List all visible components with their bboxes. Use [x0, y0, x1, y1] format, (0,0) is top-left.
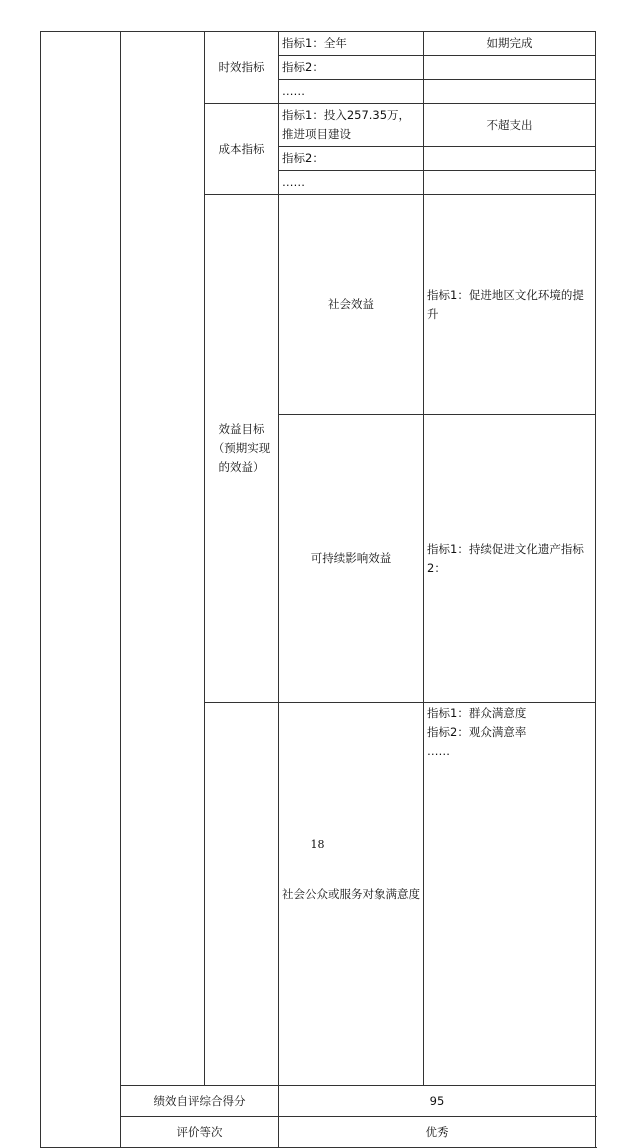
blank-cell — [424, 56, 596, 80]
sustainable-benefit-indicator: 指标1：持续促进文化遗产指标2： — [424, 415, 596, 703]
cost-value-1: 不超支出 — [424, 104, 596, 147]
cost-indicator-1: 指标1：投入257.35万，推进项目建设 — [279, 104, 424, 147]
blank-cell — [205, 703, 279, 1086]
social-benefit-category: 社会效益 — [279, 195, 424, 415]
grade-value: 优秀 — [279, 1117, 596, 1148]
cost-ellipsis: …… — [279, 171, 424, 195]
blank-cell — [424, 80, 596, 104]
satisfaction-indicator-1: 指标1：群众满意度 — [427, 706, 527, 720]
table-row — [41, 1086, 596, 1117]
timeliness-ellipsis: …… — [279, 80, 424, 104]
grade-label: 评价等次 — [121, 1117, 279, 1148]
blank-cell — [41, 32, 121, 1148]
table-row — [41, 32, 596, 56]
cost-category: 成本指标 — [205, 104, 279, 195]
table-row — [41, 1117, 596, 1148]
blank-cell — [424, 147, 596, 171]
satisfaction-ellipsis: …… — [427, 744, 450, 758]
cost-indicator-2: 指标2： — [279, 147, 424, 171]
performance-table — [40, 31, 596, 1148]
social-benefit-indicator: 指标1：促进地区文化环境的提升 — [424, 195, 596, 415]
timeliness-indicator-2: 指标2： — [279, 56, 424, 80]
score-label: 绩效自评综合得分 — [121, 1086, 279, 1117]
score-value: 95 — [279, 1086, 596, 1117]
timeliness-category: 时效指标 — [205, 32, 279, 104]
sustainable-benefit-category: 可持续影响效益 — [279, 415, 424, 703]
satisfaction-indicator-2: 指标2：观众满意率 — [427, 725, 527, 739]
timeliness-value-1: 如期完成 — [424, 32, 596, 56]
satisfaction-category: 社会公众或服务对象满意度 — [279, 703, 424, 1086]
satisfaction-indicators — [424, 703, 596, 1086]
page-number: 18 — [310, 838, 325, 851]
blank-cell — [121, 32, 205, 1086]
blank-cell — [424, 171, 596, 195]
timeliness-indicator-1: 指标1：全年 — [279, 32, 424, 56]
benefit-goal-label: 效益目标（预期实现的效益） — [205, 195, 279, 703]
